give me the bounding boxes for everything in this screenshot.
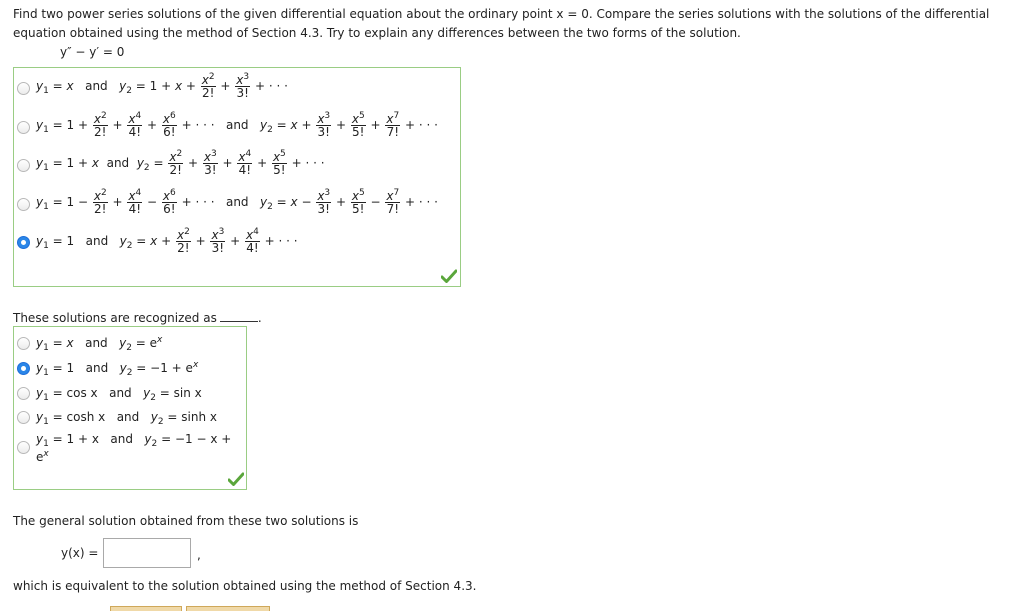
- part2-option-2-radio[interactable]: [17, 362, 30, 375]
- bottom-button-2[interactable]: [186, 606, 270, 611]
- differential-equation: y″ − y′ = 0: [60, 45, 125, 59]
- part2-option-2-label[interactable]: $y_1 = 1$ and $y_2 = -1 + e^x$: [36, 360, 199, 378]
- part2-option-5-label-wrap[interactable]: $e^x$: [36, 449, 49, 464]
- general-solution-input[interactable]: [103, 538, 191, 568]
- part2-option-4-radio[interactable]: [17, 411, 30, 424]
- general-solution-comma: ,: [197, 548, 201, 562]
- part1-option-5-label[interactable]: $y_1 = 1$ and $y_2 = x$ + $\frac{x^2}{2!}$ + $\frac{x^3}{3!}$ + $\frac{x^4}{4!}$ + · · ·: [36, 227, 298, 255]
- part1-correct-check-icon: [441, 269, 457, 283]
- part1-option-1-label[interactable]: $y_1 = x$ and $y_2 = 1 + x$ + $\frac{x^2}{2!}$ + $\frac{x^3}{3!}$ + · · ·: [36, 72, 288, 100]
- part2-option-1-label[interactable]: $y_1 = x$ and $y_2 = e^x$: [36, 335, 163, 353]
- part2-option-3-label[interactable]: $y_1 = \cos x$ and $y_2 = \sin x$: [36, 386, 202, 403]
- part1-options-box: [13, 67, 461, 287]
- part2-lead-in: These solutions are recognized as .: [13, 311, 262, 325]
- part1-option-2-label[interactable]: $y_1 = 1$ + $\frac{x^2}{2!}$ + $\frac{x^4}{4!}$ + $\frac{x^6}{6!}$ + · · · and $y_2 = x$ + $\frac{x^3}{3!}$ + $\frac{x^5}{5!}$ + $\frac{x^7}{7!}$ + · · ·: [36, 111, 438, 139]
- bottom-button-1[interactable]: [110, 606, 182, 611]
- part1-option-1-radio[interactable]: [17, 82, 30, 95]
- general-solution-label: y(x) =: [61, 546, 99, 560]
- part2-blank: [220, 311, 258, 322]
- question-prompt: Find two power series solutions of the given differential equation about the ordinary point x = 0. Compare the series solutions with the solutions of the differential equation obtained using the method of Section 4.3. Try to explain any differences between the two forms of the solution.: [13, 7, 990, 40]
- part1-option-4-label[interactable]: $y_1 = 1$ − $\frac{x^2}{2!}$ + $\frac{x^4}{4!}$ − $\frac{x^6}{6!}$ + · · · and $y_2 = x$ − $\frac{x^3}{3!}$ + $\frac{x^5}{5!}$ − $\frac{x^7}{7!}$ + · · ·: [36, 188, 438, 216]
- part1-option-3-label[interactable]: $y_1 = 1 + x$ and $y_2$ = $\frac{x^2}{2!}$ + $\frac{x^3}{3!}$ + $\frac{x^4}{4!}$ + $\frac{x^5}{5!}$ + · · ·: [36, 149, 325, 177]
- part2-correct-check-icon: [228, 472, 244, 486]
- part2-option-3-radio[interactable]: [17, 387, 30, 400]
- part2-option-5-radio[interactable]: [17, 441, 30, 454]
- part1-option-2-radio[interactable]: [17, 121, 30, 134]
- part2-option-5-label[interactable]: $y_1 = 1 + x$ and $y_2 = -1 - x$ +: [36, 432, 232, 449]
- part1-option-3-radio[interactable]: [17, 159, 30, 172]
- part1-option-5-radio[interactable]: [17, 236, 30, 249]
- part3-lead-in: The general solution obtained from these two solutions is: [13, 514, 359, 528]
- part2-option-4-label[interactable]: $y_1 = \cosh x$ and $y_2 = \sinh x$: [36, 410, 217, 427]
- part3-closing-text: which is equivalent to the solution obtained using the method of Section 4.3.: [13, 579, 477, 593]
- part2-option-1-radio[interactable]: [17, 337, 30, 350]
- part1-option-4-radio[interactable]: [17, 198, 30, 211]
